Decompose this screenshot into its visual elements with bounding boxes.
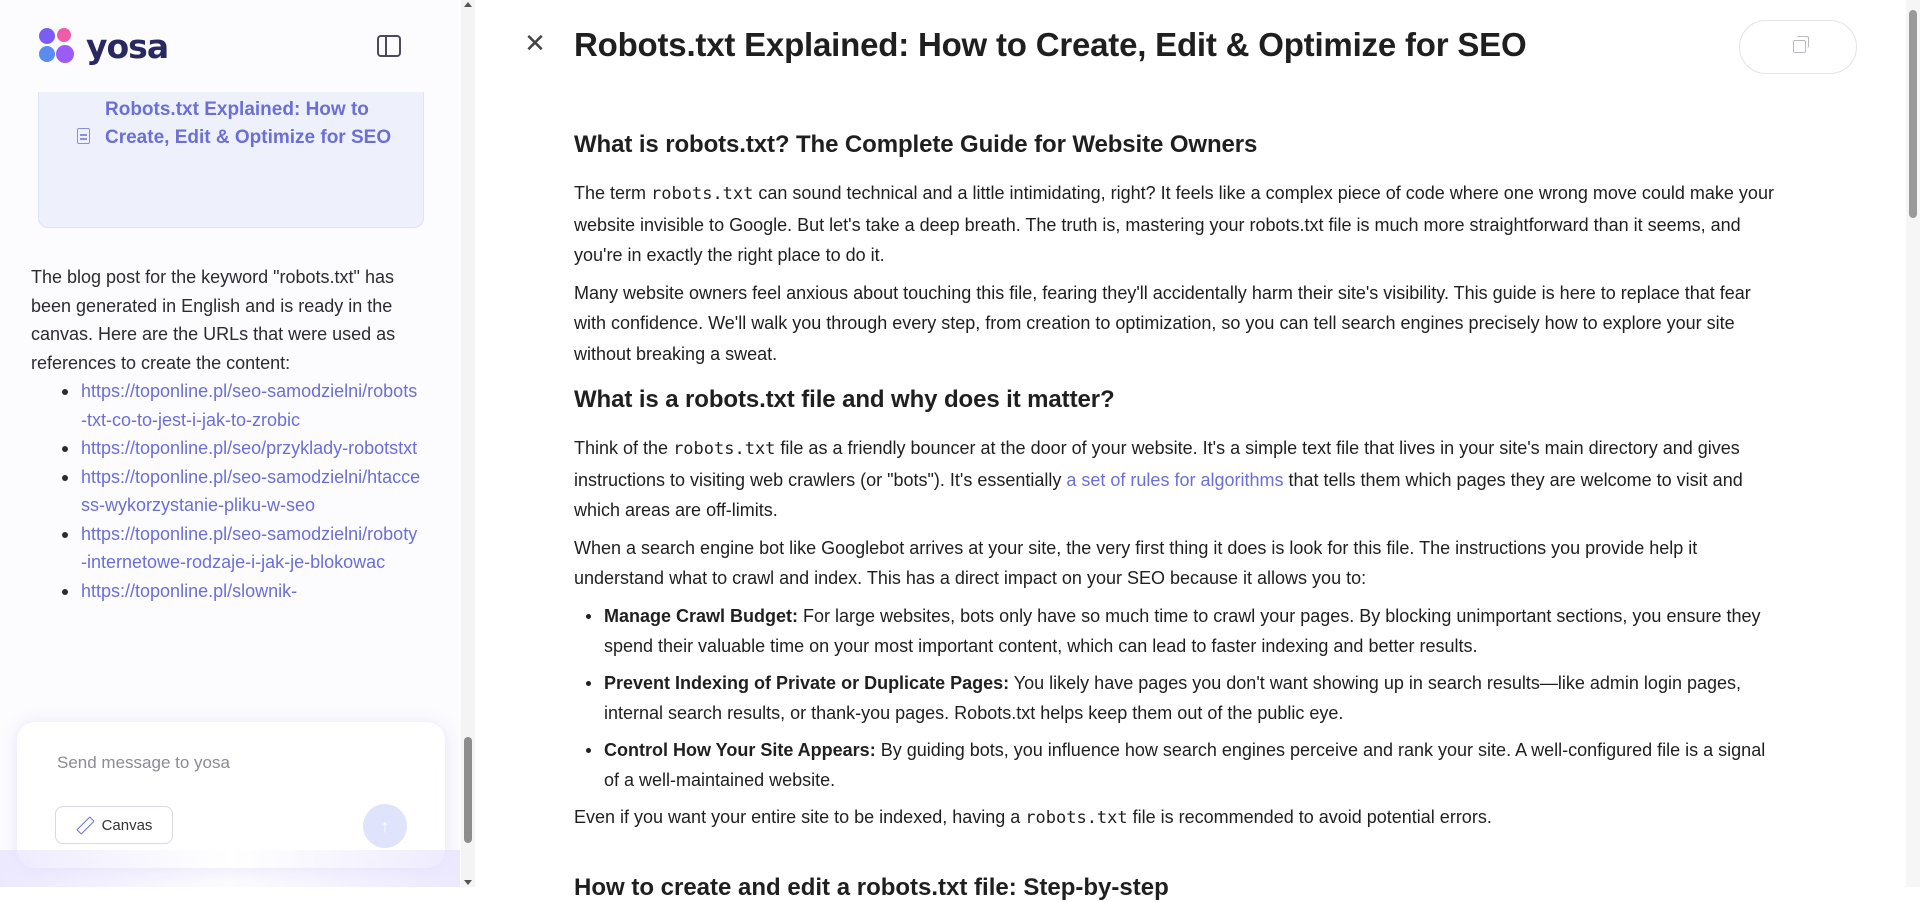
text-span: can sound technical and a little intimidating, right? It feels like a complex piece of code where one wrong move could make your website invisible to Google. But let's take a deep breath. The truth is, mastering your robots.txt file is much more straightforward than it seems, and you're in exactly the right place to do it. — [574, 183, 1774, 265]
list-item-label: Prevent Indexing of Private or Duplicate Pages: — [604, 672, 1010, 693]
assistant-message — [31, 263, 431, 605]
inline-code: robots.txt — [673, 439, 776, 459]
send-button[interactable] — [363, 804, 407, 848]
canvas-panel — [475, 0, 1920, 901]
scrollbar-thumb[interactable] — [1909, 10, 1917, 218]
yosa-logo-icon — [36, 25, 78, 67]
inline-code: robots.txt — [1025, 807, 1128, 828]
canvas-button[interactable] — [55, 806, 173, 844]
canvas-document-card[interactable] — [38, 92, 424, 228]
scroll-up-icon[interactable] — [464, 2, 472, 7]
list-item-text: You likely have pages you don't want showing up in search results—like admin login pages, internal search results, or thank-you pages. Robots.txt helps keep them out of the public eye. — [604, 672, 1742, 723]
list-item — [31, 434, 431, 463]
benefit-list — [574, 601, 1774, 795]
copy-icon — [1793, 40, 1806, 53]
reference-url-list — [31, 377, 431, 605]
reference-link[interactable]: https://toponline.pl/seo/przyklady-robotstxt — [81, 438, 418, 458]
reference-link[interactable]: https://toponline.pl/seo-samodzielni/htaccess-wykorzystanie-pliku-w-seo — [81, 466, 421, 515]
list-item-label: Control How Your Site Appears: — [604, 739, 876, 760]
paragraph — [574, 802, 1774, 834]
list-item — [31, 577, 431, 606]
document-icon — [77, 128, 90, 144]
inline-code: robots.txt — [651, 184, 754, 204]
list-item — [31, 463, 431, 520]
pencil-icon — [76, 817, 92, 833]
list-item — [574, 668, 1774, 728]
reference-link[interactable]: https://toponline.pl/seo-samodzielni/roboty-internetowe-rodzaje-i-jak-je-blokowac — [81, 523, 418, 572]
text-span: The term — [574, 183, 652, 203]
paragraph: Many website owners feel anxious about touching this file, fearing they'll accidentally harm their site's visibility. This guide is here to replace that fear with confidence. We'll walk you through every step, from creation to optimization, so you can tell search engines precisely how to explore your site without breaking a sweat. — [574, 282, 1751, 364]
list-item — [574, 735, 1774, 795]
text-span: that tells them which pages they are welcome to visit and which areas are off-limits. — [574, 469, 1743, 520]
canvas-button-label: Canvas — [101, 816, 153, 834]
scrollbar-thumb[interactable] — [464, 737, 472, 843]
canvas-document-title: Robots.txt Explained: How to Create, Edit & Optimize for SEO — [105, 99, 392, 148]
brand-name: yosa — [86, 26, 169, 66]
brand-logo[interactable] — [36, 25, 168, 67]
canvas-scrollbar[interactable] — [1906, 0, 1920, 887]
paragraph: When a search engine bot like Googlebot arrives at your site, the very first thing it does is look for this file. The instructions you provide help it understand what to crawl and index. This has a direct impact on your SEO because it allows you to: — [574, 537, 1698, 588]
section-heading: What is a robots.txt file and why does it matter? — [574, 386, 1115, 413]
reference-link[interactable]: https://toponline.pl/seo-samodzielni/robots-txt-co-to-jest-i-jak-to-zrobic — [81, 381, 418, 430]
sidebar-toggle-icon[interactable] — [377, 35, 401, 57]
list-item — [31, 377, 431, 434]
list-item — [574, 601, 1774, 661]
sidebar-scrollbar[interactable] — [461, 0, 475, 887]
page-title: Robots.txt Explained: How to Create, Edit & Optimize for SEO — [574, 26, 1527, 63]
arrow-up-icon: ↑ — [380, 815, 390, 836]
list-item-label: Manage Crawl Budget: — [604, 605, 799, 626]
text-span: file as a friendly bouncer at the door of your website. It's a simple text file that lives in your site's main directory and gives instructions to visiting web crawlers (or "bots"). It's essentially — [574, 438, 1740, 490]
copy-button[interactable] — [1739, 20, 1857, 74]
section-heading: What is robots.txt? The Complete Guide for Website Owners — [574, 131, 1258, 158]
message-input[interactable] — [57, 750, 417, 776]
scroll-down-icon[interactable] — [464, 880, 472, 885]
message-composer — [17, 722, 445, 868]
list-item-text: By guiding bots, you influence how search engines perceive and rank your site. A well-configured file is a signal of a well-maintained website. — [604, 739, 1766, 790]
bottom-glow — [0, 850, 460, 887]
sidebar-header — [0, 0, 460, 92]
text-span: file is recommended to avoid potential errors. — [1127, 806, 1492, 827]
list-item — [31, 520, 431, 577]
text-span: Even if you want your entire site to be indexed, having a — [574, 806, 1026, 827]
inline-link[interactable]: a set of rules for algorithms — [1066, 469, 1284, 490]
reference-link[interactable]: https://toponline.pl/slownik- — [81, 580, 298, 601]
paragraph — [574, 433, 1774, 526]
section-heading: How to create and edit a robots.txt file: Step-by-step — [574, 874, 1169, 901]
text-span: Think of the — [574, 438, 674, 458]
paragraph — [574, 178, 1774, 271]
chat-sidebar — [0, 0, 475, 887]
document-body[interactable] — [574, 128, 1774, 840]
list-item-text: For large websites, bots only have so much time to crawl your pages. By blocking unimportant sections, you ensure they spend their valuable time on your most important content, which can lead to faster indexing and better results. — [604, 605, 1761, 656]
close-icon[interactable]: ✕ — [524, 28, 546, 58]
assistant-message-text: The blog post for the keyword "robots.txt" has been generated in English and is ready in the canvas. Here are the URLs that were used as references to create the content: — [31, 267, 396, 373]
